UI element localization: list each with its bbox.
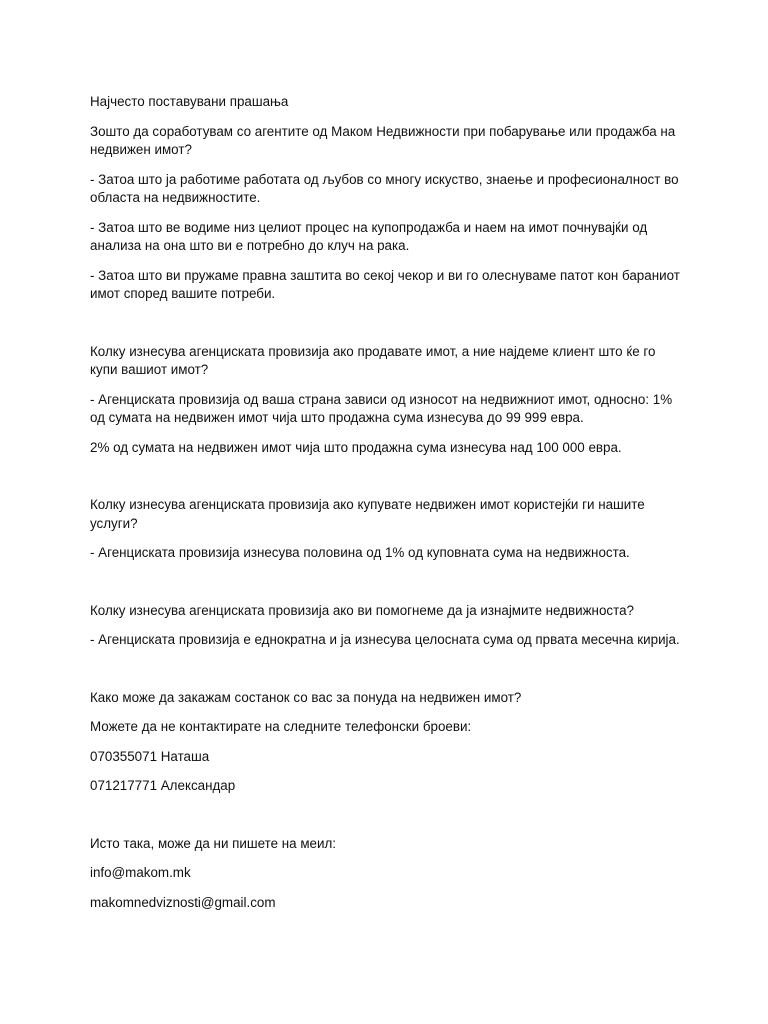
- faq-question: Како може да закажам состанок со вас за понуда на недвижен имот?: [90, 689, 522, 705]
- faq-question: Колку изнесува агенциската провизија ако ви помогнеме да ја изнајмите недвижноста?: [90, 602, 634, 618]
- faq-answer: 2% од сумата на недвижен имот чија што продажна сума изнесува над 100 000 евра.: [90, 439, 622, 455]
- faq-answer: - Агенциската провизија е еднократна и ја изнесува целосната сума од првата месечна кирија.: [90, 632, 680, 647]
- faq-question: Колку изнесува агенциската провизија ако продавате имот, а ние најдеме клиент што ќе го купи вашиот имот?: [90, 343, 656, 377]
- phone-contact: 071217771 Александар: [90, 778, 236, 793]
- email-intro: Исто така, може да ни пишете на меил:: [90, 835, 337, 851]
- email-contact: info@makom.mk: [90, 865, 191, 880]
- email-contact: makomnedviznosti@gmail.com: [90, 894, 276, 910]
- faq-answer: Можете да не контактирате на следните телефонски броеви:: [90, 719, 472, 734]
- faq-question: Зошто да соработувам со агентите од Маком Недвижности при побарување или продажба на недвижен имот?: [90, 123, 676, 157]
- faq-answer: - Агенциската провизија изнесува половина од 1% од куповната сума на недвижноста.: [90, 545, 630, 560]
- faq-answer: - Затоа што ја работиме работата од љубов со многу искуство, знаење и професионалност во областа на недвижностите.: [90, 171, 679, 205]
- document-body: [90, 93, 680, 923]
- faq-answer: - Затоа што ве водиме низ целиот процес на купопродажба и наем на имот почнувајќи од анализа на она што ви е потребно до клуч на рака.: [90, 219, 648, 253]
- faq-answer: - Затоа што ви пружаме правна заштита во секој чекор и ви го олеснуваме патот кон бараниот имот според вашите потреби.: [90, 267, 680, 301]
- phone-contact: 070355071 Наташа: [90, 748, 210, 764]
- faq-question: Колку изнесува агенциската провизија ако купувате недвижен имот користејќи ги нашите услуги?: [90, 497, 645, 531]
- faq-answer: - Агенциската провизија од ваша страна зависи од износот на недвижниот имот, односно: 1% од сумата на недвижен имот чија што продажна сума изнесува до 99 999 евра.: [90, 391, 673, 425]
- faq-heading: Најчесто поставувани прашања: [90, 94, 289, 109]
